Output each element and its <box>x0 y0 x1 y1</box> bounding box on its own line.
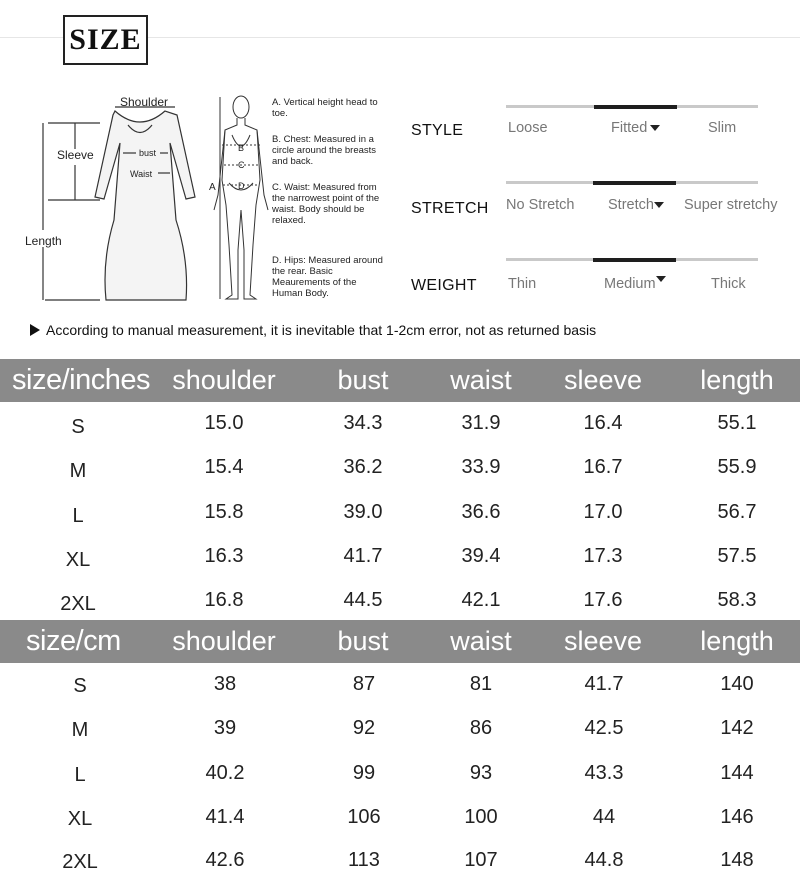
size-cell: S <box>73 675 87 697</box>
measurement-illustration <box>0 85 270 310</box>
style-option-loose: Loose <box>508 120 548 136</box>
size-cell: L <box>74 764 86 786</box>
bust-cell: 41.7 <box>343 545 383 567</box>
sleeve-cell: 17.6 <box>583 589 623 611</box>
table-row <box>0 534 800 578</box>
waist-cell: 42.1 <box>461 589 501 611</box>
header-size-cm: size/cm <box>26 625 121 657</box>
size-cell: 2XL <box>62 851 98 873</box>
body-a-label: A <box>209 182 216 193</box>
definition-a: A. Vertical height head to toe. <box>272 97 378 119</box>
body-c-label: C <box>238 160 245 170</box>
bust-cell: 106 <box>347 806 381 828</box>
table-row <box>0 445 800 489</box>
length-cell: 140 <box>720 673 754 695</box>
sleeve-cell: 42.5 <box>584 717 624 739</box>
sleeve-cell: 16.7 <box>583 456 623 478</box>
sleeve-label: Sleeve <box>57 148 94 162</box>
sleeve-cell: 17.3 <box>583 545 623 567</box>
length-cell: 142 <box>720 717 754 739</box>
waist-cell: 31.9 <box>461 412 501 434</box>
length-cell: 55.1 <box>717 412 757 434</box>
bust-cell: 99 <box>352 762 376 784</box>
body-d-label: D <box>238 181 245 191</box>
selected-marker-icon <box>656 276 666 282</box>
length-cell: 58.3 <box>717 589 757 611</box>
style-option-fitted: Fitted <box>611 120 660 136</box>
header-shoulder: shoulder <box>172 365 276 395</box>
bust-cell: 44.5 <box>343 589 383 611</box>
size-cell: XL <box>67 808 93 830</box>
size-cell: M <box>71 719 89 741</box>
shoulder-cell: 42.6 <box>205 849 245 871</box>
sleeve-cell: 17.0 <box>583 501 623 523</box>
weight-option-thick: Thick <box>711 276 746 292</box>
header-length: length <box>700 626 774 656</box>
size-cell: L <box>72 505 84 527</box>
size-cell: XL <box>65 549 91 571</box>
stretch-option-super-stretchy: Super stretchy <box>684 197 778 213</box>
header-bust: bust <box>337 626 389 656</box>
length-cell: 146 <box>720 806 754 828</box>
inches-table-header <box>0 359 800 402</box>
waist-cell: 39.4 <box>461 545 501 567</box>
stretch-option-no-stretch: No Stretch <box>506 197 575 213</box>
header-shoulder: shoulder <box>172 626 276 656</box>
waist-cell: 100 <box>464 806 498 828</box>
stretch-option-stretch: Stretch <box>608 197 664 213</box>
table-row <box>0 838 800 882</box>
table-row <box>0 662 800 706</box>
waist-cell: 93 <box>469 762 493 784</box>
size-badge: SIZE <box>63 15 148 65</box>
header-bust: bust <box>337 365 389 395</box>
waist-cell: 33.9 <box>461 456 501 478</box>
shoulder-cell: 40.2 <box>205 762 245 784</box>
bust-cell: 34.3 <box>343 412 383 434</box>
dress-outline <box>95 111 195 300</box>
table-row <box>0 795 800 839</box>
play-arrow-icon <box>30 324 40 336</box>
bust-cell: 87 <box>352 673 376 695</box>
shoulder-cell: 38 <box>213 673 237 695</box>
style-active-segment <box>594 105 677 109</box>
bust-cell: 36.2 <box>343 456 383 478</box>
bust-cell: 92 <box>352 717 376 739</box>
shoulder-cell: 39 <box>213 717 237 739</box>
sleeve-cell: 44.8 <box>584 849 624 871</box>
header-waist: waist <box>450 365 512 395</box>
definition-d: D. Hips: Measured around the rear. Basic Meaurements of the Human Body. <box>272 255 383 299</box>
style-option-slim: Slim <box>708 120 737 136</box>
header-length: length <box>700 365 774 395</box>
measurement-note: According to manual measurement, it is inevitable that 1-2cm error, not as returned basis <box>30 322 596 338</box>
size-cell: S <box>71 416 85 438</box>
cm-table-header <box>0 620 800 663</box>
header-sleeve: sleeve <box>563 365 643 395</box>
bust-label: bust <box>139 148 157 158</box>
sleeve-cell: 16.4 <box>583 412 623 434</box>
definition-b: B. Chest: Measured in a circle around the breasts and back. <box>272 134 377 167</box>
table-row <box>0 706 800 750</box>
shoulder-cell: 41.4 <box>205 806 245 828</box>
table-row <box>0 401 800 445</box>
length-label: Length <box>25 234 62 248</box>
weight-option-thin: Thin <box>508 276 537 292</box>
table-row <box>0 751 800 795</box>
selected-marker-icon <box>650 125 660 131</box>
length-cell: 55.9 <box>717 456 757 478</box>
shoulder-cell: 15.0 <box>204 412 244 434</box>
length-cell: 148 <box>720 849 754 871</box>
stretch-active-segment <box>593 181 676 185</box>
sleeve-cell: 43.3 <box>584 762 624 784</box>
sleeve-cell: 41.7 <box>584 673 624 695</box>
table-row <box>0 578 800 622</box>
waist-cell: 36.6 <box>461 501 501 523</box>
shoulder-cell: 15.4 <box>204 456 244 478</box>
sleeve-cell: 44 <box>592 806 616 828</box>
bust-cell: 39.0 <box>343 501 383 523</box>
shoulder-cell: 15.8 <box>204 501 244 523</box>
header-size-inches: size/inches <box>12 364 150 396</box>
shoulder-cell: 16.8 <box>204 589 244 611</box>
table-row <box>0 490 800 534</box>
header-sleeve: sleeve <box>563 626 643 656</box>
weight-option-medium: Medium <box>604 276 666 292</box>
header-waist: waist <box>450 626 512 656</box>
waist-label: Waist <box>130 169 153 179</box>
size-cell: M <box>69 460 87 482</box>
length-cell: 56.7 <box>717 501 757 523</box>
weight-active-segment <box>593 258 676 262</box>
length-cell: 57.5 <box>717 545 757 567</box>
style-label: STYLE <box>411 122 464 139</box>
bust-cell: 113 <box>348 849 380 871</box>
selected-marker-icon <box>654 202 664 208</box>
body-b-label: B <box>238 143 245 153</box>
definition-c: C. Waist: Measured from the narrowest point of the waist. Body should be relaxed. <box>272 182 380 226</box>
waist-cell: 107 <box>464 849 498 871</box>
shoulder-cell: 16.3 <box>204 545 244 567</box>
length-cell: 144 <box>720 762 754 784</box>
waist-cell: 86 <box>469 717 493 739</box>
weight-label: WEIGHT <box>411 277 477 294</box>
waist-cell: 81 <box>469 673 493 695</box>
stretch-label: STRETCH <box>411 200 489 217</box>
shoulder-label: Shoulder <box>120 95 169 109</box>
size-cell: 2XL <box>60 593 96 615</box>
